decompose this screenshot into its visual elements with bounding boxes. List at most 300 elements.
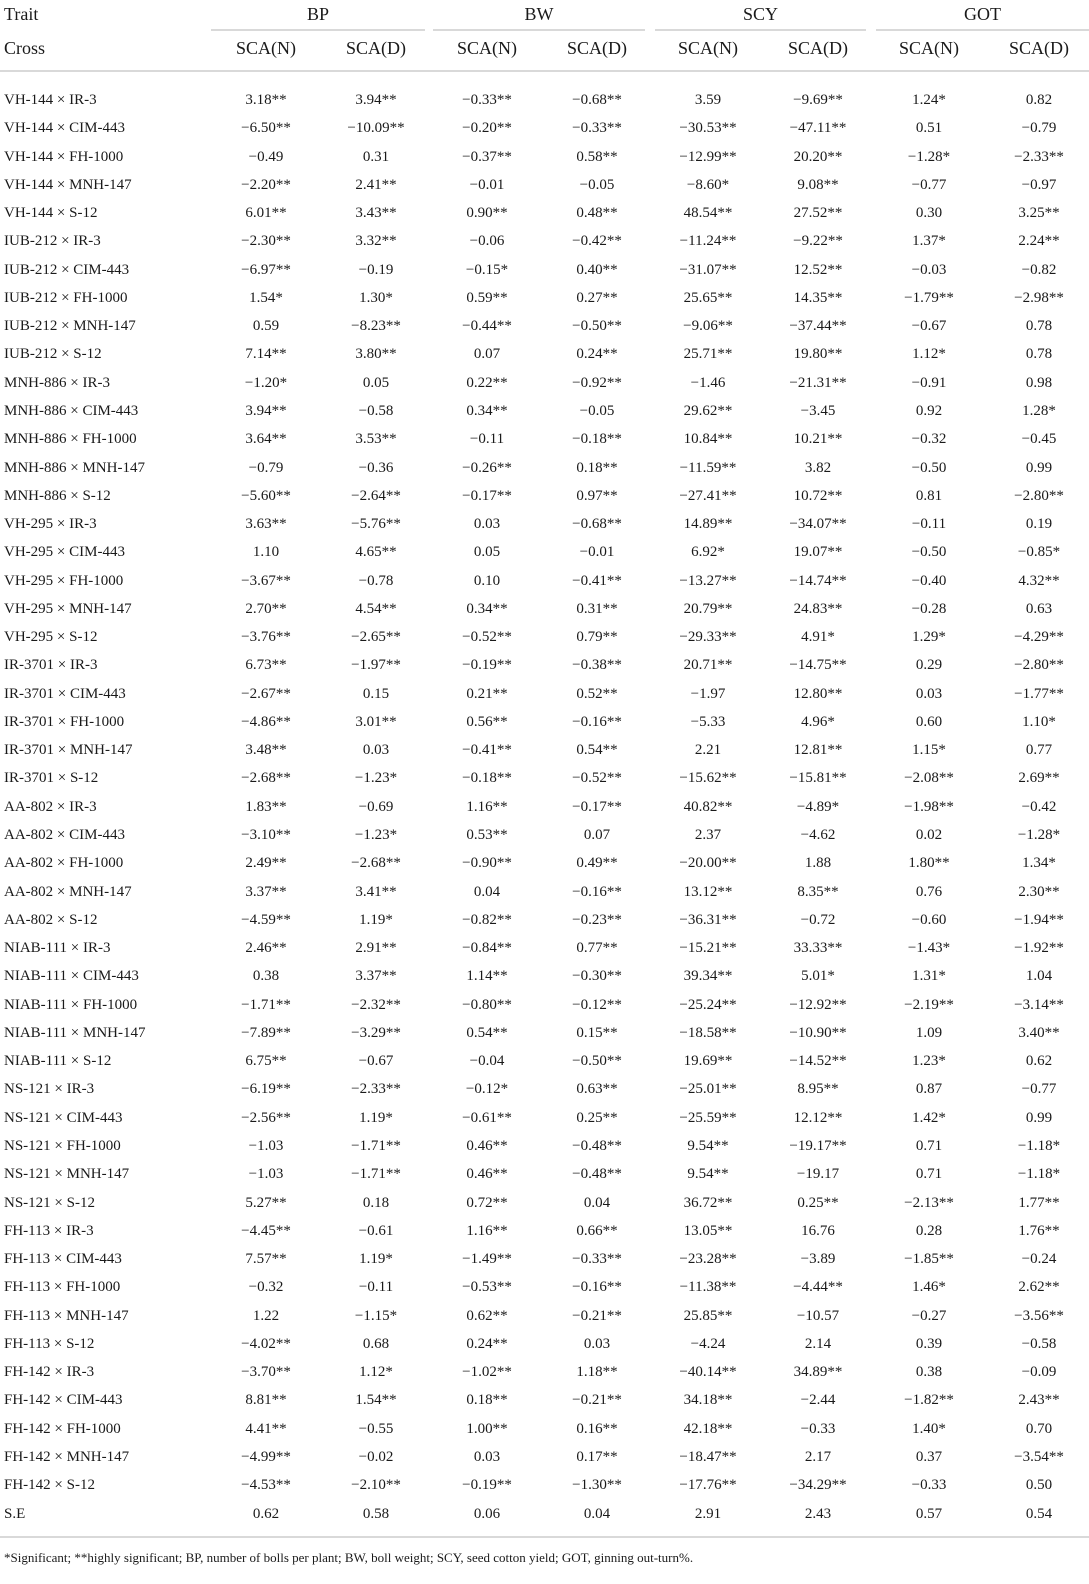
value-cell: 2.91**	[355, 940, 397, 957]
value-cell: −0.20**	[462, 120, 512, 137]
value-cell: 42.18**	[683, 1420, 733, 1437]
value-cell: −2.13**	[904, 1194, 954, 1211]
value-cell: −0.41**	[572, 572, 622, 589]
value-cell: 13.12**	[683, 883, 733, 900]
value-cell: −0.42	[1021, 798, 1057, 815]
value-cell: 20.71**	[683, 657, 733, 674]
value-cell: 1.30*	[359, 289, 393, 306]
value-cell: 29.62**	[683, 402, 733, 419]
value-cell: 10.21**	[793, 431, 843, 448]
value-cell: 12.80**	[793, 685, 843, 702]
value-cell: 0.37	[915, 1448, 943, 1465]
value-cell: −37.44**	[789, 318, 847, 335]
cross-name: VH-295 × CIM-443	[4, 544, 125, 561]
value-cell: 0.57	[915, 1505, 943, 1522]
value-cell: 3.40**	[1018, 1024, 1060, 1041]
value-cell: −2.80**	[1014, 487, 1064, 504]
cross-label: Cross	[4, 38, 46, 58]
value-cell: 5.01*	[801, 968, 835, 985]
value-cell: 1.76**	[1018, 1222, 1060, 1239]
value-cell: −0.16**	[572, 883, 622, 900]
value-cell: −1.92**	[1014, 940, 1064, 957]
value-cell: −18.47**	[679, 1448, 737, 1465]
value-cell: −15.62**	[679, 770, 737, 787]
value-cell: −1.97	[690, 685, 726, 702]
value-cell: 1.80**	[908, 855, 950, 872]
value-cell: −0.09	[1021, 1364, 1057, 1381]
value-cell: 0.51	[915, 120, 943, 137]
value-cell: −0.01	[579, 544, 615, 561]
value-cell: 2.17	[804, 1448, 832, 1465]
value-cell: 0.03	[583, 1335, 611, 1352]
value-cell: −0.32	[248, 1279, 284, 1296]
value-cell: −4.59**	[241, 911, 291, 928]
group-underline	[876, 29, 1089, 31]
value-cell: 0.49**	[576, 855, 618, 872]
table-row	[0, 1217, 1089, 1245]
value-cell: 0.05	[362, 374, 390, 391]
value-cell: −3.76**	[241, 629, 291, 646]
value-cell: 0.59**	[466, 289, 508, 306]
value-cell: 34.89**	[793, 1364, 843, 1381]
value-cell: 40.82**	[683, 798, 733, 815]
subheader-cell: SCA(N)	[898, 38, 959, 58]
value-cell: 0.28	[915, 1222, 943, 1239]
value-cell: 0.54**	[576, 742, 618, 759]
value-cell: 1.18**	[576, 1364, 618, 1381]
value-cell: −0.97	[1021, 176, 1057, 193]
value-cell: −0.79	[248, 459, 284, 476]
table-row	[0, 878, 1089, 906]
value-cell: −0.44**	[462, 318, 512, 335]
value-cell: −0.84**	[462, 940, 512, 957]
table-row	[0, 1160, 1089, 1188]
value-cell: −2.65**	[351, 629, 401, 646]
value-cell: 0.18**	[466, 1392, 508, 1409]
value-cell: −3.70**	[241, 1364, 291, 1381]
value-cell: −4.86**	[241, 713, 291, 730]
value-cell: 4.32**	[1018, 572, 1060, 589]
value-cell: −0.18**	[572, 431, 622, 448]
value-cell: 1.19*	[359, 911, 393, 928]
value-cell: 0.46**	[466, 1166, 508, 1183]
value-cell: −0.69	[358, 798, 394, 815]
value-cell: 1.12*	[359, 1364, 393, 1381]
value-cell: −8.23**	[351, 318, 401, 335]
value-cell: 0.63	[1025, 600, 1053, 617]
value-cell: −0.02	[358, 1448, 394, 1465]
table-row	[0, 991, 1089, 1019]
value-cell: −13.27**	[679, 572, 737, 589]
value-cell: −2.33**	[351, 1081, 401, 1098]
value-cell: −17.76**	[679, 1477, 737, 1494]
value-cell: 1.40*	[912, 1420, 946, 1437]
value-cell: 4.96*	[801, 713, 835, 730]
value-cell: −0.11	[358, 1279, 394, 1296]
value-cell: −0.78	[358, 572, 394, 589]
cross-name: VH-144 × S-12	[4, 205, 98, 222]
se-row	[0, 1500, 1089, 1528]
value-cell: −2.20**	[241, 176, 291, 193]
value-cell: 0.78	[1025, 318, 1053, 335]
value-cell: −1.82**	[904, 1392, 954, 1409]
value-cell: 48.54**	[683, 205, 733, 222]
value-cell: −1.85**	[904, 1251, 954, 1268]
table-row	[0, 1019, 1089, 1047]
value-cell: −40.14**	[679, 1364, 737, 1381]
value-cell: −0.52**	[462, 629, 512, 646]
value-cell: −1.77**	[1014, 685, 1064, 702]
table-row	[0, 595, 1089, 623]
value-cell: 0.72**	[466, 1194, 508, 1211]
value-cell: −4.89*	[796, 798, 840, 815]
table-row	[0, 962, 1089, 990]
value-cell: 0.18**	[576, 459, 618, 476]
table-row	[0, 708, 1089, 736]
value-cell: 8.35**	[797, 883, 839, 900]
cross-name: FH-142 × CIM-443	[4, 1392, 123, 1409]
value-cell: −0.04	[469, 1053, 505, 1070]
cross-name: FH-142 × FH-1000	[4, 1420, 121, 1437]
value-cell: −21.31**	[789, 374, 847, 391]
cross-name: NIAB-111 × MNH-147	[4, 1024, 146, 1041]
value-cell: −0.40	[911, 572, 947, 589]
value-cell: −2.33**	[1014, 148, 1064, 165]
value-cell: −0.45	[1021, 431, 1057, 448]
value-cell: 14.35**	[793, 289, 843, 306]
cross-name: VH-295 × S-12	[4, 629, 98, 646]
group-underline	[655, 29, 866, 31]
value-cell: 14.89**	[683, 516, 733, 533]
value-cell: −0.67	[911, 318, 947, 335]
value-cell: −0.05	[579, 402, 615, 419]
value-cell: 1.09	[915, 1024, 943, 1041]
table-row	[0, 1386, 1089, 1414]
value-cell: −14.75**	[789, 657, 847, 674]
group-underline	[211, 29, 425, 31]
subheader-cell: SCA(D)	[787, 38, 848, 58]
value-cell: −0.52**	[572, 770, 622, 787]
value-cell: −0.05	[579, 176, 615, 193]
value-cell: 1.14**	[466, 968, 508, 985]
cross-name: AA-802 × S-12	[4, 911, 98, 928]
value-cell: −10.09**	[347, 120, 405, 137]
value-cell: 10.72**	[793, 487, 843, 504]
value-cell: −4.24	[690, 1335, 726, 1352]
value-cell: −12.92**	[789, 996, 847, 1013]
value-cell: 0.21**	[466, 685, 508, 702]
value-cell: 0.63**	[576, 1081, 618, 1098]
table-row	[0, 369, 1089, 397]
value-cell: −0.58	[358, 402, 394, 419]
value-cell: 0.07	[473, 346, 501, 363]
value-cell: 0.71	[915, 1166, 943, 1183]
value-cell: 1.54*	[249, 289, 283, 306]
value-cell: 1.29*	[912, 629, 946, 646]
cross-name: IR-3701 × FH-1000	[4, 713, 125, 730]
value-cell: −2.64**	[351, 487, 401, 504]
value-cell: 0.77	[1025, 742, 1053, 759]
value-cell: −27.41**	[679, 487, 737, 504]
value-cell: 0.03	[362, 742, 390, 759]
value-cell: 4.65**	[355, 544, 397, 561]
cross-name: IUB-212 × CIM-443	[4, 261, 130, 278]
value-cell: −0.67	[358, 1053, 394, 1070]
value-cell: −0.17**	[572, 798, 622, 815]
value-cell: −3.67**	[241, 572, 291, 589]
table-row	[0, 1273, 1089, 1301]
value-cell: −11.38**	[679, 1279, 737, 1296]
value-cell: −19.17	[796, 1166, 840, 1183]
value-cell: −9.06**	[683, 318, 733, 335]
value-cell: 0.31**	[576, 600, 618, 617]
value-cell: −3.45	[800, 402, 836, 419]
value-cell: 0.29	[915, 657, 943, 674]
trait-group-bp: BP	[306, 4, 330, 24]
value-cell: −0.58	[1021, 1335, 1057, 1352]
value-cell: −5.60**	[241, 487, 291, 504]
value-cell: −1.97**	[351, 657, 401, 674]
table-row	[0, 454, 1089, 482]
cross-name: NIAB-111 × FH-1000	[4, 996, 138, 1013]
value-cell: −0.79	[1021, 120, 1057, 137]
table-row	[0, 340, 1089, 368]
value-cell: 0.02	[915, 827, 943, 844]
subheader-cell: SCA(N)	[456, 38, 517, 58]
value-cell: 0.18	[362, 1194, 390, 1211]
cross-name: VH-144 × FH-1000	[4, 148, 124, 165]
value-cell: −0.91	[911, 374, 947, 391]
value-cell: −4.99**	[241, 1448, 291, 1465]
cross-name: MNH-886 × S-12	[4, 487, 111, 504]
cross-name: AA-802 × MNH-147	[4, 883, 132, 900]
trait-group-scy: SCY	[742, 4, 778, 24]
value-cell: 12.52**	[793, 261, 843, 278]
table-footnote: *Significant; **highly significant; BP, number of bolls per plant; BW, boll weight; SCY, seed cotton yield; GOT, ginning out-turn%.	[4, 1550, 694, 1565]
value-cell: 25.65**	[683, 289, 733, 306]
cross-name: NS-121 × CIM-443	[4, 1109, 123, 1126]
value-cell: 2.70**	[245, 600, 287, 617]
value-cell: 10.84**	[683, 431, 733, 448]
value-cell: 3.18**	[245, 92, 287, 108]
value-cell: 0.31	[362, 148, 390, 165]
value-cell: 12.12**	[793, 1109, 843, 1126]
value-cell: −0.82**	[462, 911, 512, 928]
value-cell: −0.16**	[572, 1279, 622, 1296]
value-cell: −0.33	[800, 1420, 836, 1437]
value-cell: −12.99**	[679, 148, 737, 165]
value-cell: 0.24**	[576, 346, 618, 363]
value-cell: −0.11	[911, 516, 947, 533]
value-cell: 0.78	[1025, 346, 1053, 363]
value-cell: 0.70	[1025, 1420, 1053, 1437]
cross-name: IR-3701 × S-12	[4, 770, 99, 787]
cross-name: IR-3701 × IR-3	[4, 657, 98, 674]
value-cell: −0.19**	[462, 657, 512, 674]
value-cell: 3.48**	[245, 742, 287, 759]
table-row	[0, 199, 1089, 227]
value-cell: −15.81**	[789, 770, 847, 787]
value-cell: −14.74**	[789, 572, 847, 589]
value-cell: −0.82	[1021, 261, 1057, 278]
value-cell: −0.21**	[572, 1307, 622, 1324]
value-cell: −0.11	[469, 431, 505, 448]
table-row	[0, 143, 1089, 171]
value-cell: 36.72**	[683, 1194, 733, 1211]
value-cell: 3.94**	[355, 92, 397, 108]
value-cell: 0.99	[1025, 1109, 1053, 1126]
value-cell: 25.85**	[683, 1307, 733, 1324]
value-cell: 1.16**	[466, 798, 508, 815]
value-cell: 1.34*	[1022, 855, 1056, 872]
value-cell: 1.12*	[912, 346, 946, 363]
value-cell: −0.50**	[572, 1053, 622, 1070]
value-cell: 9.54**	[687, 1166, 729, 1183]
value-cell: −1.79**	[904, 289, 954, 306]
value-cell: −1.20*	[244, 374, 288, 391]
table-row	[0, 849, 1089, 877]
value-cell: 0.92	[915, 402, 943, 419]
value-cell: −0.60	[911, 911, 947, 928]
cross-name: FH-113 × S-12	[4, 1335, 95, 1352]
table-row	[0, 736, 1089, 764]
trait-group-bw: BW	[524, 4, 554, 24]
value-cell: 0.87	[915, 1081, 943, 1098]
value-cell: −1.30**	[572, 1477, 622, 1494]
value-cell: −47.11**	[789, 120, 847, 137]
value-cell: 0.59	[252, 318, 280, 335]
value-cell: −2.56**	[241, 1109, 291, 1126]
value-cell: −8.60*	[686, 176, 730, 193]
value-cell: 0.53**	[466, 827, 508, 844]
value-cell: −2.32**	[351, 996, 401, 1013]
value-cell: 2.62**	[1018, 1279, 1060, 1296]
value-cell: 9.54**	[687, 1137, 729, 1154]
value-cell: −6.50**	[241, 120, 291, 137]
cross-name: FH-113 × FH-1000	[4, 1279, 121, 1296]
value-cell: −0.50	[911, 544, 947, 561]
value-cell: 0.68	[362, 1335, 390, 1352]
value-cell: −0.26**	[462, 459, 512, 476]
value-cell: 1.22	[252, 1307, 280, 1324]
subheader-cell: SCA(D)	[566, 38, 627, 58]
value-cell: 0.03	[473, 1448, 501, 1465]
value-cell: 24.83**	[793, 600, 843, 617]
value-cell: −36.31**	[679, 911, 737, 928]
value-cell: −10.57	[796, 1307, 840, 1324]
value-cell: 0.22**	[466, 374, 508, 391]
value-cell: −0.61	[358, 1222, 394, 1239]
value-cell: −0.15*	[465, 261, 509, 278]
table-row	[0, 764, 1089, 792]
value-cell: 1.19*	[359, 1109, 393, 1126]
value-cell: −6.19**	[241, 1081, 291, 1098]
value-cell: 1.88	[804, 855, 832, 872]
value-cell: 3.43**	[355, 205, 397, 222]
value-cell: 3.41**	[355, 883, 397, 900]
value-cell: −2.68**	[241, 770, 291, 787]
value-cell: 2.46**	[245, 940, 287, 957]
value-cell: −23.28**	[679, 1251, 737, 1268]
table-row	[0, 510, 1089, 538]
value-cell: 2.41**	[355, 176, 397, 193]
value-cell: 34.18**	[683, 1392, 733, 1409]
cross-name: MNH-886 × FH-1000	[4, 431, 137, 448]
table-row	[0, 623, 1089, 651]
value-cell: −0.50**	[572, 318, 622, 335]
table-row	[0, 1245, 1089, 1273]
table-row	[0, 86, 1089, 114]
value-cell: 0.30	[915, 205, 943, 222]
value-cell: −0.27	[911, 1307, 947, 1324]
value-cell: −9.69**	[793, 92, 843, 108]
table-row	[0, 934, 1089, 962]
cross-name: MNH-886 × IR-3	[4, 374, 110, 391]
cross-name: VH-144 × IR-3	[4, 92, 97, 108]
value-cell: 16.76	[801, 1222, 835, 1239]
cross-name: NS-121 × FH-1000	[4, 1137, 121, 1154]
value-cell: −4.53**	[241, 1477, 291, 1494]
value-cell: −0.77	[1021, 1081, 1057, 1098]
value-cell: 0.54	[1025, 1505, 1053, 1522]
table-row	[0, 567, 1089, 595]
value-cell: 0.97**	[576, 487, 618, 504]
subheader-cell: SCA(N)	[235, 38, 296, 58]
value-cell: −0.68**	[572, 516, 622, 533]
value-cell: −5.76**	[351, 516, 401, 533]
value-cell: 0.62	[252, 1505, 280, 1522]
value-cell: −1.28*	[1017, 827, 1061, 844]
value-cell: 2.14	[804, 1335, 832, 1352]
value-cell: −10.90**	[789, 1024, 847, 1041]
cross-name: VH-295 × MNH-147	[4, 600, 132, 617]
value-cell: 19.07**	[793, 544, 843, 561]
value-cell: 7.57**	[245, 1251, 287, 1268]
value-cell: 3.64**	[245, 431, 287, 448]
value-cell: −2.44	[800, 1392, 836, 1409]
table-row	[0, 171, 1089, 199]
cross-name: AA-802 × FH-1000	[4, 855, 124, 872]
value-cell: 3.25**	[1018, 205, 1060, 222]
bottom-rule	[0, 1536, 1089, 1538]
value-cell: 0.79**	[576, 629, 618, 646]
subheader-cell: SCA(D)	[1008, 38, 1069, 58]
value-cell: −0.18**	[462, 770, 512, 787]
table-row	[0, 1189, 1089, 1217]
value-cell: 27.52**	[793, 205, 843, 222]
value-cell: −0.48**	[572, 1166, 622, 1183]
value-cell: 1.15*	[912, 742, 946, 759]
value-cell: −7.89**	[241, 1024, 291, 1041]
value-cell: 0.71	[915, 1137, 943, 1154]
value-cell: −1.03	[248, 1137, 284, 1154]
value-cell: −1.49**	[462, 1251, 512, 1268]
value-cell: 3.53**	[355, 431, 397, 448]
value-cell: −0.33**	[572, 120, 622, 137]
value-cell: 0.76	[915, 883, 943, 900]
table-row	[0, 284, 1089, 312]
value-cell: −0.53**	[462, 1279, 512, 1296]
value-cell: −9.22**	[793, 233, 843, 250]
value-cell: 0.58	[362, 1505, 390, 1522]
header-rule	[0, 70, 1089, 72]
value-cell: −1.02**	[462, 1364, 512, 1381]
value-cell: −0.19	[358, 261, 394, 278]
value-cell: 0.62	[1025, 1053, 1053, 1070]
value-cell: 0.82	[1025, 92, 1053, 108]
value-cell: 0.60	[915, 713, 943, 730]
table-row	[0, 538, 1089, 566]
